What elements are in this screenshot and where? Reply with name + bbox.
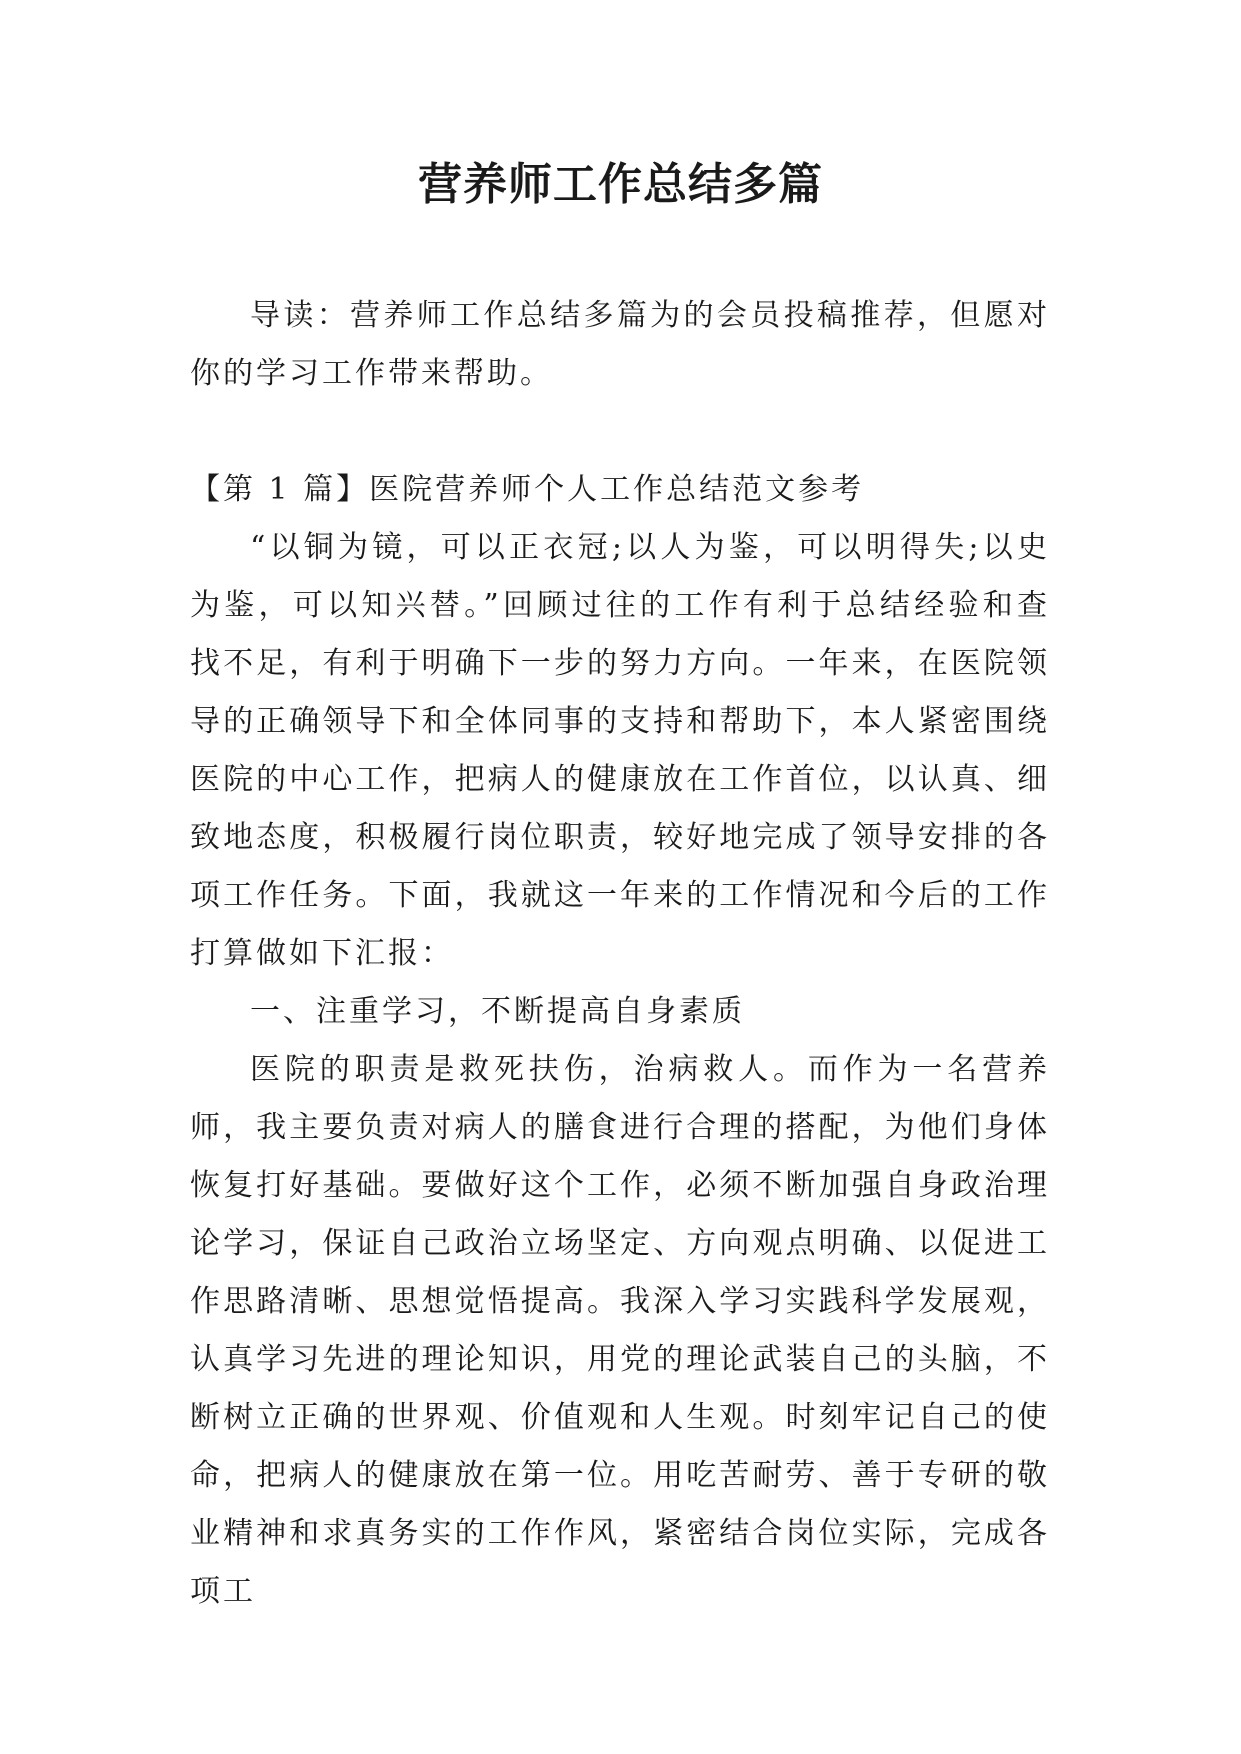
intro-paragraph [190, 287, 1050, 403]
body-paragraph: 医院的职责是救死扶伤，治病救人。而作为一名营养师，我主要负责对病人的膳食进行合理的搭配，为他们身体恢复打好基础。要做好这个工作，必须不断加强自身政治理论学习，保证自己政治立场坚定、方向观点明确、以促进工作思路清晰、思想觉悟提高。我深入学习实践科学发展观，认真学习先进的理论知识，用党的理论武装自己的头脑，不断树立正确的世界观、价值观和人生观。时刻牢记自己的使命，把病人的健康放在第一位。用吃苦耐劳、善于专研的敬业精神和求真务实的工作作风，紧密结合岗位实际，完成各项工 [190, 1052, 1050, 1609]
body-paragraph: “以铜为镜，可以正衣冠;以人为鉴，可以明得失;以史为鉴，可以知兴替。”回顾过往的工作有利于总结经验和查找不足，有利于明确下一步的努力方向。一年来，在医院领导的正确领导下和全体同事的支持和帮助下，本人紧密围绕医院的中心工作，把病人的健康放在工作首位，以认真、细致地态度，积极履行岗位职责，较好地完成了领导安排的各项工作任务。下面，我就这一年来的工作情况和今后的工作打算做如下汇报： [190, 530, 1050, 971]
subsection-heading: 一、注重学习，不断提高自身素质 [250, 994, 745, 1029]
document-title: 营养师工作总结多篇 [418, 159, 823, 210]
article-section [190, 461, 1050, 1621]
section-heading: 【第 1 篇】医院营养师个人工作总结范文参考 [190, 472, 865, 507]
intro-text: 导读：营养师工作总结多篇为的会员投稿推荐，但愿对你的学习工作带来帮助。 [190, 298, 1050, 391]
